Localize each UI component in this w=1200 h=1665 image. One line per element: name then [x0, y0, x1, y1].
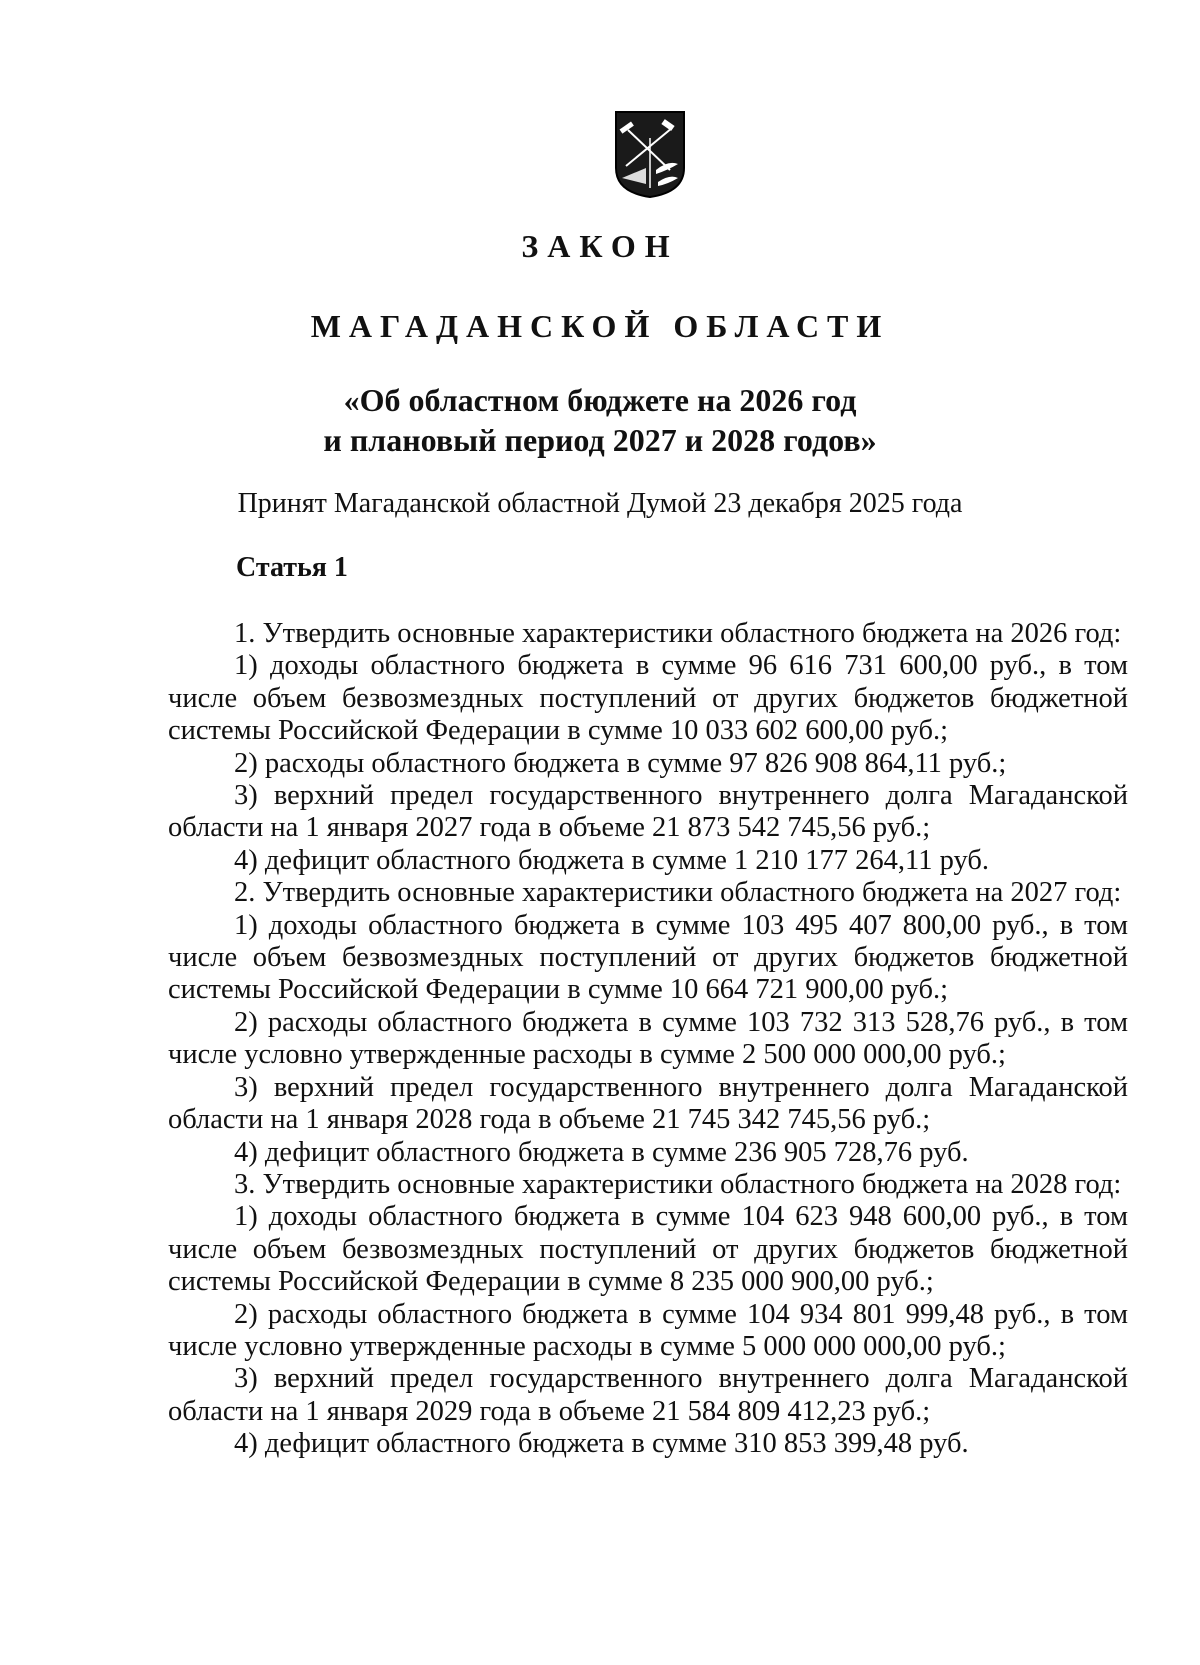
paragraph: 3. Утвердить основные характеристики областного бюджета на 2028 год:: [234, 1168, 1122, 1200]
paragraph: 3) верхний предел государственного внутреннего долга Магаданской области на 1 января 2028 года в объеме 21 745 342 745,56 руб.;: [168, 1071, 1128, 1136]
article-body: [168, 618, 1128, 1461]
law-title-line-1: «Об областном бюджете на 2026 год: [343, 382, 857, 418]
paragraph: 3) верхний предел государственного внутреннего долга Магаданской области на 1 января 2029 года в объеме 21 584 809 412,23 руб.;: [168, 1363, 1128, 1427]
coat-of-arms-icon: [612, 108, 688, 200]
paragraph: 4) дефицит областного бюджета в сумме 310 853 399,48 руб.: [234, 1428, 969, 1460]
paragraph: 2. Утвердить основные характеристики областного бюджета на 2027 год:: [234, 877, 1122, 909]
article-heading: Статья 1: [236, 552, 348, 583]
paragraph: 1) доходы областного бюджета в сумме 103 495 407 800,00 руб., в том числе объем безвозмездных поступлений от других бюджетов бюджетной системы Российской Федерации в сумме 10 664 721 900,00 руб.;: [168, 909, 1128, 1006]
paragraph: 1) доходы областного бюджета в сумме 96 616 731 600,00 руб., в том числе объем безвозмездных поступлений от других бюджетов бюджетной системы Российской Федерации в сумме 10 033 602 600,00 руб.;: [168, 650, 1128, 747]
paragraph: 1. Утвердить основные характеристики областного бюджета на 2026 год:: [234, 618, 1122, 649]
paragraph: 4) дефицит областного бюджета в сумме 1 210 177 264,11 руб.: [234, 844, 989, 876]
paragraph: 2) расходы областного бюджета в сумме 97 826 908 864,11 руб.;: [234, 747, 1007, 779]
paragraph: 4) дефицит областного бюджета в сумме 236 905 728,76 руб.: [234, 1136, 969, 1168]
law-heading: ЗАКОН: [521, 228, 679, 264]
paragraph: 3) верхний предел государственного внутреннего долга Магаданской области на 1 января 2027 года в объеме 21 873 542 745,56 руб.;: [168, 780, 1128, 844]
region-heading: МАГАДАНСКОЙ ОБЛАСТИ: [310, 308, 890, 344]
paragraph: 1) доходы областного бюджета в сумме 104 623 948 600,00 руб., в том числе объем безвозмездных поступлений от других бюджетов бюджетной системы Российской Федерации в сумме 8 235 000 900,00 руб.;: [168, 1201, 1128, 1298]
paragraph: 2) расходы областного бюджета в сумме 103 732 313 528,76 руб., в том числе условно утвержденные расходы в сумме 2 500 000 000,00 руб.;: [168, 1006, 1128, 1071]
law-title: [0, 380, 1200, 460]
law-title-line-2: и плановый период 2027 и 2028 годов»: [323, 422, 877, 458]
paragraph: 2) расходы областного бюджета в сумме 104 934 801 999,48 руб., в том числе условно утвержденные расходы в сумме 5 000 000 000,00 руб.;: [168, 1298, 1128, 1362]
adoption-note: Принят Магаданской областной Думой 23 декабря 2025 года: [237, 488, 963, 519]
